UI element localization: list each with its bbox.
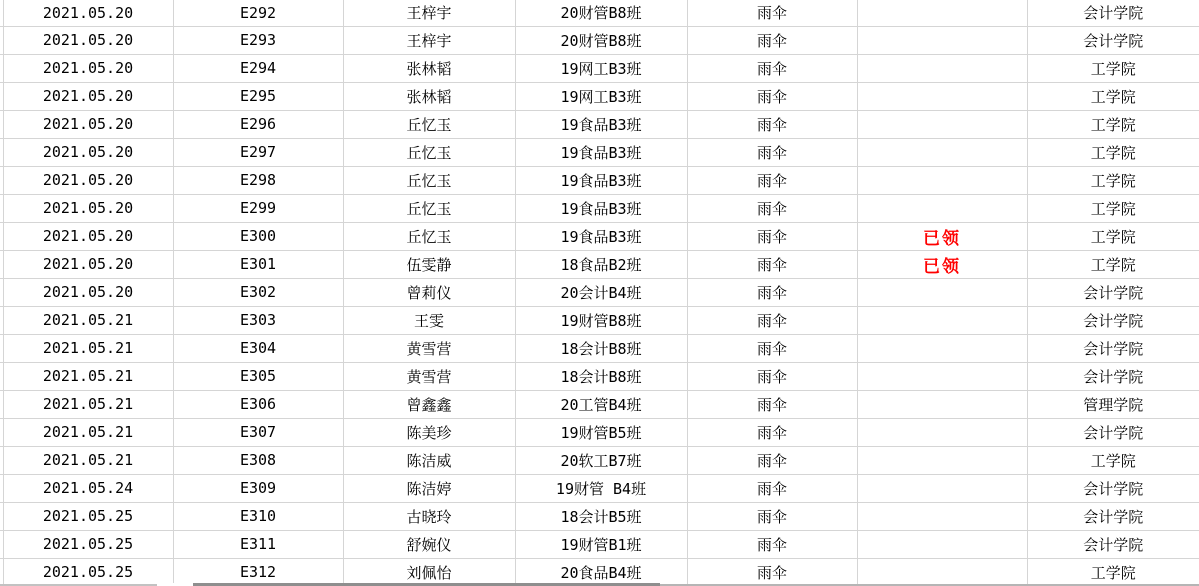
cell-date[interactable]: 2021.05.25 bbox=[3, 502, 173, 530]
cell-code[interactable]: E299 bbox=[173, 194, 343, 222]
cell-college[interactable]: 会计学院 bbox=[1027, 502, 1199, 530]
cell-date[interactable]: 2021.05.24 bbox=[3, 474, 173, 502]
cell-code[interactable]: E293 bbox=[173, 26, 343, 54]
cell-date[interactable]: 2021.05.20 bbox=[3, 110, 173, 138]
cell-college[interactable]: 工学院 bbox=[1027, 54, 1199, 82]
cell-code[interactable]: E301 bbox=[173, 250, 343, 278]
cell-item[interactable]: 雨伞 bbox=[687, 26, 857, 54]
cell-status[interactable] bbox=[857, 362, 1027, 390]
cell-code[interactable]: E296 bbox=[173, 110, 343, 138]
cell-status[interactable] bbox=[857, 0, 1027, 26]
cell-item[interactable]: 雨伞 bbox=[687, 194, 857, 222]
cell-college[interactable]: 工学院 bbox=[1027, 110, 1199, 138]
cell-class[interactable]: 19食品B3班 bbox=[515, 138, 687, 166]
cell-date[interactable]: 2021.05.20 bbox=[3, 222, 173, 250]
cell-status[interactable] bbox=[857, 166, 1027, 194]
cell-date[interactable]: 2021.05.20 bbox=[3, 250, 173, 278]
cell-date[interactable]: 2021.05.20 bbox=[3, 278, 173, 306]
cell-status[interactable]: 已领 bbox=[857, 250, 1027, 278]
cell-class[interactable]: 20会计B4班 bbox=[515, 278, 687, 306]
cell-class[interactable]: 19财管B1班 bbox=[515, 530, 687, 558]
cell-item[interactable]: 雨伞 bbox=[687, 418, 857, 446]
table-row bbox=[0, 278, 1199, 306]
cell-code[interactable]: E303 bbox=[173, 306, 343, 334]
cell-college[interactable]: 管理学院 bbox=[1027, 390, 1199, 418]
cell-class[interactable]: 18会计B8班 bbox=[515, 334, 687, 362]
cell-date[interactable]: 2021.05.21 bbox=[3, 362, 173, 390]
cell-item[interactable]: 雨伞 bbox=[687, 82, 857, 110]
cell-item[interactable]: 雨伞 bbox=[687, 110, 857, 138]
cell-code[interactable]: E305 bbox=[173, 362, 343, 390]
cell-name[interactable]: 丘忆玉 bbox=[343, 110, 515, 138]
cell-college[interactable]: 会计学院 bbox=[1027, 530, 1199, 558]
cell-item[interactable]: 雨伞 bbox=[687, 334, 857, 362]
cell-status[interactable] bbox=[857, 558, 1027, 586]
cell-college[interactable]: 工学院 bbox=[1027, 222, 1199, 250]
cell-name[interactable]: 王梓宇 bbox=[343, 0, 515, 26]
cell-status[interactable] bbox=[857, 54, 1027, 82]
table-row bbox=[0, 418, 1199, 446]
cell-status[interactable] bbox=[857, 110, 1027, 138]
cell-college[interactable]: 会计学院 bbox=[1027, 26, 1199, 54]
cell-status[interactable] bbox=[857, 390, 1027, 418]
cell-college[interactable]: 工学院 bbox=[1027, 558, 1199, 586]
cell-college[interactable]: 会计学院 bbox=[1027, 278, 1199, 306]
table-row bbox=[0, 530, 1199, 558]
cell-name[interactable]: 伍雯静 bbox=[343, 250, 515, 278]
cell-item[interactable]: 雨伞 bbox=[687, 362, 857, 390]
cell-college[interactable]: 会计学院 bbox=[1027, 0, 1199, 26]
cell-name[interactable]: 张林韬 bbox=[343, 54, 515, 82]
cell-class[interactable]: 19食品B3班 bbox=[515, 222, 687, 250]
cell-college[interactable]: 会计学院 bbox=[1027, 362, 1199, 390]
cell-date[interactable]: 2021.05.21 bbox=[3, 446, 173, 474]
cell-code[interactable]: E295 bbox=[173, 82, 343, 110]
cell-code[interactable]: E306 bbox=[173, 390, 343, 418]
cell-college[interactable]: 工学院 bbox=[1027, 194, 1199, 222]
cell-item[interactable]: 雨伞 bbox=[687, 390, 857, 418]
cell-class[interactable]: 19食品B3班 bbox=[515, 166, 687, 194]
cell-name[interactable]: 王雯 bbox=[343, 306, 515, 334]
cell-college[interactable]: 工学院 bbox=[1027, 82, 1199, 110]
cell-status[interactable] bbox=[857, 502, 1027, 530]
cell-name[interactable]: 黄雪营 bbox=[343, 334, 515, 362]
cell-name[interactable]: 丘忆玉 bbox=[343, 166, 515, 194]
cell-item[interactable]: 雨伞 bbox=[687, 278, 857, 306]
cell-status[interactable] bbox=[857, 334, 1027, 362]
cell-date[interactable]: 2021.05.25 bbox=[3, 530, 173, 558]
table-row bbox=[0, 110, 1199, 138]
cell-name[interactable]: 丘忆玉 bbox=[343, 138, 515, 166]
cell-status[interactable] bbox=[857, 418, 1027, 446]
cell-college[interactable]: 会计学院 bbox=[1027, 306, 1199, 334]
cell-date[interactable]: 2021.05.20 bbox=[3, 166, 173, 194]
cell-name[interactable]: 古晓玲 bbox=[343, 502, 515, 530]
cell-class[interactable]: 20财管B8班 bbox=[515, 26, 687, 54]
cell-item[interactable]: 雨伞 bbox=[687, 54, 857, 82]
cell-status[interactable] bbox=[857, 306, 1027, 334]
cell-name[interactable]: 丘忆玉 bbox=[343, 194, 515, 222]
cell-status[interactable] bbox=[857, 194, 1027, 222]
table-row bbox=[0, 558, 1199, 586]
cell-class[interactable]: 18食品B2班 bbox=[515, 250, 687, 278]
cell-code[interactable]: E311 bbox=[173, 530, 343, 558]
cell-item[interactable]: 雨伞 bbox=[687, 166, 857, 194]
table-row bbox=[0, 194, 1199, 222]
cell-item[interactable]: 雨伞 bbox=[687, 502, 857, 530]
cell-class[interactable]: 20财管B8班 bbox=[515, 0, 687, 26]
cell-name[interactable]: 丘忆玉 bbox=[343, 222, 515, 250]
cell-name[interactable]: 王梓宇 bbox=[343, 26, 515, 54]
cell-date[interactable]: 2021.05.20 bbox=[3, 26, 173, 54]
cell-class[interactable]: 19网工B3班 bbox=[515, 82, 687, 110]
table-row bbox=[0, 82, 1199, 110]
cell-date[interactable]: 2021.05.21 bbox=[3, 390, 173, 418]
cell-status[interactable] bbox=[857, 278, 1027, 306]
cell-name[interactable]: 舒婉仪 bbox=[343, 530, 515, 558]
cell-date[interactable]: 2021.05.20 bbox=[3, 138, 173, 166]
cell-status[interactable] bbox=[857, 474, 1027, 502]
table-row bbox=[0, 138, 1199, 166]
table-row bbox=[0, 390, 1199, 418]
cell-item[interactable]: 雨伞 bbox=[687, 138, 857, 166]
cell-code[interactable]: E297 bbox=[173, 138, 343, 166]
cell-item[interactable]: 雨伞 bbox=[687, 0, 857, 26]
cell-code[interactable]: E307 bbox=[173, 418, 343, 446]
cell-class[interactable]: 18会计B8班 bbox=[515, 362, 687, 390]
cell-date[interactable]: 2021.05.21 bbox=[3, 418, 173, 446]
cell-code[interactable]: E292 bbox=[173, 0, 343, 26]
table-row bbox=[0, 26, 1199, 54]
table-row bbox=[0, 446, 1199, 474]
cell-college[interactable]: 工学院 bbox=[1027, 166, 1199, 194]
cell-date[interactable]: 2021.05.25 bbox=[3, 558, 173, 586]
cell-code[interactable]: E300 bbox=[173, 222, 343, 250]
cell-class[interactable]: 19网工B3班 bbox=[515, 54, 687, 82]
cell-name[interactable]: 黄雪营 bbox=[343, 362, 515, 390]
table-row bbox=[0, 54, 1199, 82]
cell-date[interactable]: 2021.05.20 bbox=[3, 82, 173, 110]
cell-name[interactable]: 陈洁婷 bbox=[343, 474, 515, 502]
cell-name[interactable]: 曾鑫鑫 bbox=[343, 390, 515, 418]
cell-code[interactable]: E309 bbox=[173, 474, 343, 502]
cell-college[interactable]: 工学院 bbox=[1027, 250, 1199, 278]
cell-code[interactable]: E312 bbox=[173, 558, 343, 586]
cell-name[interactable]: 曾莉仪 bbox=[343, 278, 515, 306]
cell-class[interactable]: 20软工B7班 bbox=[515, 446, 687, 474]
cell-date[interactable]: 2021.05.21 bbox=[3, 334, 173, 362]
table-row bbox=[0, 362, 1199, 390]
cell-item[interactable]: 雨伞 bbox=[687, 222, 857, 250]
cell-class[interactable]: 19财管B8班 bbox=[515, 306, 687, 334]
cell-item[interactable]: 雨伞 bbox=[687, 250, 857, 278]
cell-status[interactable] bbox=[857, 26, 1027, 54]
table-row bbox=[0, 502, 1199, 530]
cell-class[interactable]: 19食品B3班 bbox=[515, 110, 687, 138]
cell-status[interactable]: 已领 bbox=[857, 222, 1027, 250]
table-row bbox=[0, 474, 1199, 502]
cell-college[interactable]: 工学院 bbox=[1027, 138, 1199, 166]
cell-class[interactable]: 20工管B4班 bbox=[515, 390, 687, 418]
table-row bbox=[0, 222, 1199, 250]
cell-date[interactable]: 2021.05.20 bbox=[3, 0, 173, 26]
cell-status[interactable] bbox=[857, 138, 1027, 166]
cell-name[interactable]: 陈美珍 bbox=[343, 418, 515, 446]
cell-class[interactable]: 18会计B5班 bbox=[515, 502, 687, 530]
cell-date[interactable]: 2021.05.21 bbox=[3, 306, 173, 334]
cell-date[interactable]: 2021.05.20 bbox=[3, 54, 173, 82]
cell-code[interactable]: E298 bbox=[173, 166, 343, 194]
cell-college[interactable]: 会计学院 bbox=[1027, 474, 1199, 502]
cell-code[interactable]: E302 bbox=[173, 278, 343, 306]
cell-item[interactable]: 雨伞 bbox=[687, 306, 857, 334]
cell-college[interactable]: 会计学院 bbox=[1027, 334, 1199, 362]
table-row bbox=[0, 334, 1199, 362]
cell-college[interactable]: 会计学院 bbox=[1027, 418, 1199, 446]
cell-item[interactable]: 雨伞 bbox=[687, 474, 857, 502]
cell-class[interactable]: 19财管 B4班 bbox=[515, 474, 687, 502]
table-row bbox=[0, 166, 1199, 194]
cell-status[interactable] bbox=[857, 530, 1027, 558]
cell-code[interactable]: E310 bbox=[173, 502, 343, 530]
table-row bbox=[0, 0, 1199, 26]
cell-class[interactable]: 20食品B4班 bbox=[515, 558, 687, 586]
table-row bbox=[0, 250, 1199, 278]
cell-item[interactable]: 雨伞 bbox=[687, 530, 857, 558]
cell-college[interactable]: 工学院 bbox=[1027, 446, 1199, 474]
cell-name[interactable]: 刘佩怡 bbox=[343, 558, 515, 586]
cell-item[interactable]: 雨伞 bbox=[687, 558, 857, 586]
cell-name[interactable]: 陈洁威 bbox=[343, 446, 515, 474]
cell-status[interactable] bbox=[857, 82, 1027, 110]
cell-class[interactable]: 19财管B5班 bbox=[515, 418, 687, 446]
cell-code[interactable]: E294 bbox=[173, 54, 343, 82]
cell-class[interactable]: 19食品B3班 bbox=[515, 194, 687, 222]
cell-date[interactable]: 2021.05.20 bbox=[3, 194, 173, 222]
table-row bbox=[0, 306, 1199, 334]
cell-code[interactable]: E304 bbox=[173, 334, 343, 362]
cell-name[interactable]: 张林韬 bbox=[343, 82, 515, 110]
cell-code[interactable]: E308 bbox=[173, 446, 343, 474]
cell-item[interactable]: 雨伞 bbox=[687, 446, 857, 474]
cell-status[interactable] bbox=[857, 446, 1027, 474]
